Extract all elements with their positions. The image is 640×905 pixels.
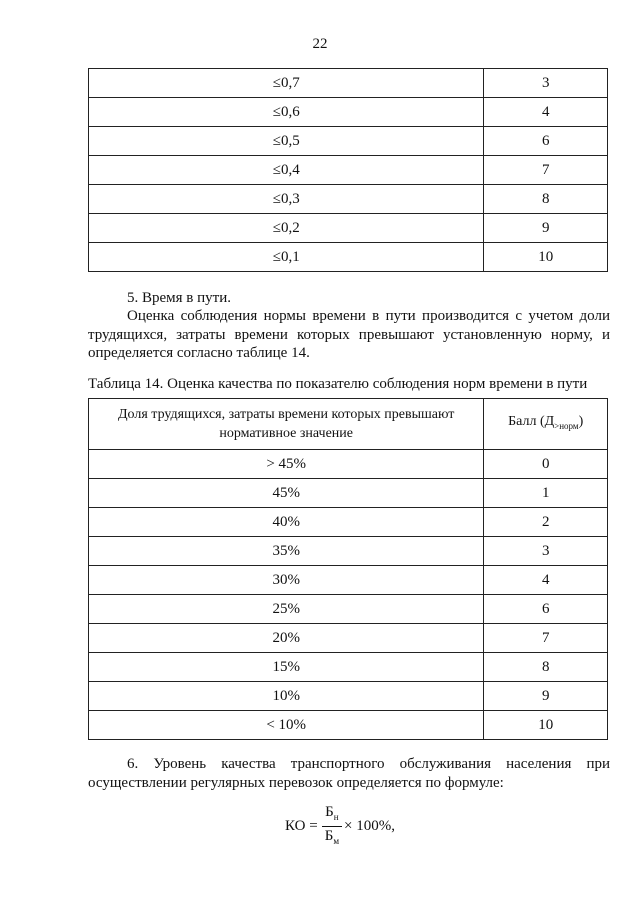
- table14-header-score-close: ): [578, 414, 584, 430]
- top-table-row: [89, 127, 608, 156]
- top-table-row: [89, 98, 608, 127]
- table14-header-row: [89, 399, 608, 450]
- table14-caption: Таблица 14. Оценка качества по показателю соблюдения норм времени в пути: [88, 376, 588, 392]
- top-table-cell-condition: ≤0,1: [89, 243, 484, 272]
- table14-row: [89, 595, 608, 624]
- table14-cell-share: 15%: [89, 653, 484, 682]
- table14-cell-share: 30%: [89, 566, 484, 595]
- top-table-row: [89, 156, 608, 185]
- section6-body: 6. Уровень качества транспортного обслуживания населения при осуществлении регулярных перевозок определяется по формуле:: [88, 756, 610, 791]
- table14-cell-share: 25%: [89, 595, 484, 624]
- formula-numerator: [322, 803, 341, 827]
- formula-denominator-main: Б: [324, 828, 334, 844]
- top-table-cell-score: 3: [484, 69, 608, 98]
- table14-row: [89, 566, 608, 595]
- page-number: 22: [312, 36, 328, 52]
- top-table-cell-condition: ≤0,5: [89, 127, 484, 156]
- top-table-cell-score: 7: [484, 156, 608, 185]
- formula-denominator: [322, 827, 342, 850]
- table14-cell-share: 45%: [89, 479, 484, 508]
- table14-cell-share: 40%: [89, 508, 484, 537]
- table14-row: [89, 624, 608, 653]
- table14-cell-score: 1: [484, 479, 608, 508]
- table14-cell-share: 10%: [89, 682, 484, 711]
- formula: [285, 803, 395, 850]
- top-table-row: [89, 185, 608, 214]
- table14-cell-score: 8: [484, 653, 608, 682]
- table14-row: [89, 537, 608, 566]
- top-table-cell-score: 4: [484, 98, 608, 127]
- top-table: [88, 68, 608, 272]
- table14: [88, 398, 608, 740]
- top-table-cell-condition: ≤0,3: [89, 185, 484, 214]
- top-table-cell-condition: ≤0,4: [89, 156, 484, 185]
- top-table-cell-score: 8: [484, 185, 608, 214]
- table14-cell-score: 7: [484, 624, 608, 653]
- table14-cell-score: 4: [484, 566, 608, 595]
- table14-cell-score: 0: [484, 450, 608, 479]
- table14-cell-score: 6: [484, 595, 608, 624]
- top-table-row: [89, 69, 608, 98]
- table14-row: [89, 450, 608, 479]
- top-table-row: [89, 214, 608, 243]
- table14-cell-share: > 45%: [89, 450, 484, 479]
- table14-header-score: [484, 399, 608, 450]
- top-table-cell-condition: ≤0,7: [89, 69, 484, 98]
- table14-row: [89, 508, 608, 537]
- formula-denominator-sub: м: [333, 836, 340, 846]
- table14-cell-score: 10: [484, 711, 608, 740]
- top-table-cell-score: 9: [484, 214, 608, 243]
- section5-title: 5. Время в пути.: [127, 290, 231, 306]
- table14-row: [89, 653, 608, 682]
- top-table-cell-score: 6: [484, 127, 608, 156]
- top-table-row: [89, 243, 608, 272]
- table14-header-share: Доля трудящихся, затраты времени которых превышают нормативное значение: [89, 399, 484, 450]
- table14-cell-share: < 10%: [89, 711, 484, 740]
- formula-fraction: [322, 803, 342, 850]
- formula-lhs: КО =: [285, 818, 318, 834]
- table14-cell-share: 35%: [89, 537, 484, 566]
- top-table-cell-score: 10: [484, 243, 608, 272]
- table14-cell-score: 9: [484, 682, 608, 711]
- table14-header-score-main: Балл (Д: [508, 414, 555, 430]
- top-table-cell-condition: ≤0,2: [89, 214, 484, 243]
- top-table-cell-condition: ≤0,6: [89, 98, 484, 127]
- table14-cell-share: 20%: [89, 624, 484, 653]
- table14-row: [89, 479, 608, 508]
- section5-body: Оценка соблюдения нормы времени в пути производится с учетом доли трудящихся, затраты времени которых превышают установленную норму, и определяется согласно таблице 14.: [88, 308, 610, 361]
- formula-numerator-sub: н: [333, 812, 339, 822]
- table14-row: [89, 711, 608, 740]
- table14-row: [89, 682, 608, 711]
- table14-header-score-sub: >норм: [554, 420, 579, 431]
- formula-numerator-main: Б: [325, 804, 334, 820]
- formula-rhs: × 100%,: [344, 818, 395, 834]
- table14-cell-score: 2: [484, 508, 608, 537]
- table14-cell-score: 3: [484, 537, 608, 566]
